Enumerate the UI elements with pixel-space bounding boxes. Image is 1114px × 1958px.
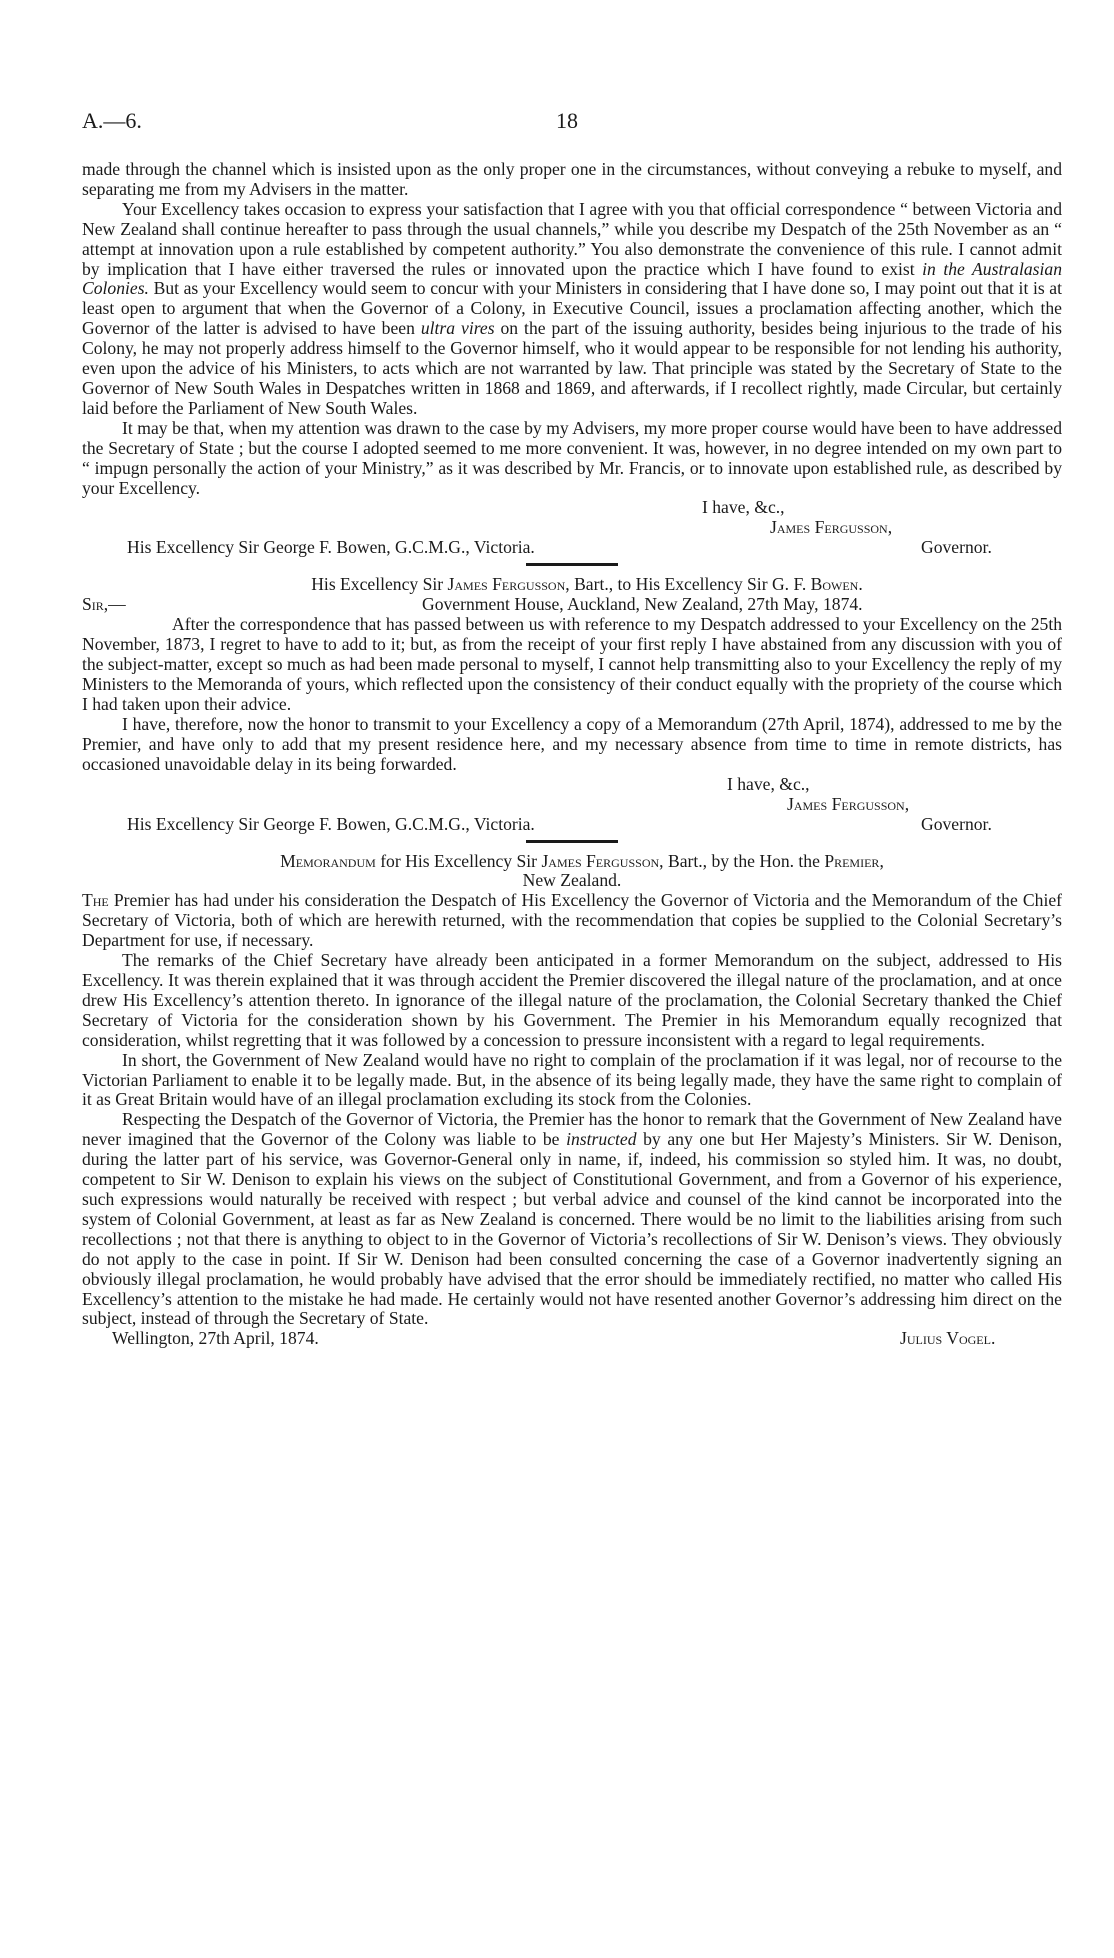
section-divider (526, 840, 618, 843)
paragraph: The Premier has had under his consideration the Despatch of His Excellency the Governor of Victoria and the Memorandum of the Chief Secretary of Victoria, both of which are herewith returned, with the recommendation that copies be supplied to the Colonial Secretary’s Department for use, if necessary. (82, 890, 1062, 951)
addressee-line (82, 815, 1062, 835)
closing-line (82, 775, 1062, 795)
letter-heading: His Excellency Sir James Fergusson, Bart., to His Excellency Sir G. F. Bowen. (311, 574, 863, 595)
paragraph: After the correspondence that has passed between us with reference to my Despatch addressed to your Excellency on the 25th November, 1873, I regret to have to add to it; but, as from the receipt of your first reply I have abstained from any discussion with you of the subject-matter, except so much as had been made personal to myself, I cannot help transmitting also to your Excellency the reply of my Ministers to the Memoranda of yours, which reflected upon the consistency of their conduct equally with the propriety of the course which I had taken upon their advice. (82, 614, 1062, 714)
memorandum-heading-line2: New Zealand. (522, 870, 622, 891)
paragraph: It may be that, when my attention was drawn to the case by my Advisers, my more proper course would have been to have addressed the Secretary of State ; but the course I adopted seemed to me more convenient. It was, however, in no degree intended on my own part to “ impugn personally the action of your Ministry,” as it was described by Mr. Francis, or to innovate upon established rule, as described by your Excellency. (82, 417, 1062, 498)
memorandum-footer (82, 1329, 1062, 1349)
salutation-line (82, 595, 1062, 615)
document-code: A.—6. (82, 108, 142, 133)
page-number: 18 (556, 108, 578, 133)
document-body (82, 160, 1062, 1349)
addressee: His Excellency Sir George F. Bowen, G.C.M.G., Victoria. (127, 813, 535, 834)
salutation: Sir,— (82, 594, 126, 615)
paragraph: made through the channel which is insisted upon as the only proper one in the circumstances, without conveying a rebuke to myself, and separating me from my Advisers in the matter. (82, 159, 1062, 199)
paragraph: Your Excellency takes occasion to express your satisfaction that I agree with you that official correspondence “ between Victoria and New Zealand shall continue hereafter to pass through the usual channels,” while you describe my Despatch of the 25th November as an “ attempt at innovation upon a rule established by competent authority.” You also demonstrate the convenience of this rule. I cannot admit by implication that I have either traversed the rules or innovated upon the practice which I have found to exist in the Australasian Colonies. But as your Excellency would seem to concur with your Ministers in considering that I have done so, I may point out that it is at least open to argument that when the Governor of a Colony, in Executive Council, issues a proclamation affecting another, which the Governor of the latter is advised to have been ultra vires on the part of the issuing authority, besides being injurious to the trade of his Colony, he may not properly address himself to the Governor himself, who it would appear to be responsible for not lending his authority, even upon the advice of his Ministers, to acts which are not warranted by law. That principle was stated by the Secretary of State to the Governor of New South Wales in Despatches written in 1868 and 1869, and afterwards, if I recollect rightly, made Circular, but certainly laid before the Parliament of New South Wales. (82, 198, 1062, 418)
page-header (82, 108, 1032, 138)
signer-title: Governor. (921, 537, 992, 558)
paragraph: In short, the Government of New Zealand would have no right to complain of the proclamation if it was legal, nor of recourse to the Victorian Parliament to enable it to be legally made. But, in the absence of its being legally made, they have the same right to complain of it as Great Britain would have of an illegal proclamation excluding its stock from the Colonies. (82, 1049, 1062, 1110)
signature-line (82, 518, 1062, 538)
closing: I have, &c., (702, 497, 785, 518)
signer-title: Governor. (921, 813, 992, 834)
signer: James Fergusson, (787, 793, 910, 814)
place-date: Wellington, 27th April, 1874. (112, 1328, 319, 1349)
signer: Julius Vogel. (900, 1328, 996, 1349)
paragraph: I have, therefore, now the honor to transmit to your Excellency a copy of a Memorandum (27th April, 1874), addressed to me by the Premier, and have only to add that my present residence here, and my necessary absence from time to time in remote districts, has occasioned unavoidable delay in its being forwarded. (82, 713, 1062, 774)
signer: James Fergusson, (770, 517, 893, 538)
place-date: Government House, Auckland, New Zealand, 27th May, 1874. (422, 594, 863, 615)
closing: I have, &c., (727, 773, 810, 794)
memorandum-heading: Memorandum for His Excellency Sir James Fergusson, Bart., by the Hon. the Premier, (280, 850, 884, 871)
addressee-line (82, 538, 1062, 558)
paragraph: The remarks of the Chief Secretary have already been anticipated in a former Memorandum on the subject, addressed to His Excellency. It was therein explained that it was through accident the Premier discovered the illegal nature of the proclamation, and at once drew His Excellency’s attention thereto. In ignorance of the illegal nature of the proclamation, the Colonial Secretary thanked the Chief Secretary of Victoria for the consideration shown by his Government. The Premier in his Memorandum equally recognized that consideration, whilst regretting that it was followed by a concession to pressure inconsistent with a regard to legal requirements. (82, 950, 1062, 1050)
section-divider (526, 563, 618, 566)
signature-line (82, 795, 1062, 815)
paragraph: Respecting the Despatch of the Governor of Victoria, the Premier has the honor to remark that the Government of New Zealand have never imagined that the Governor of the Colony was liable to be instructed by any one but Her Majesty’s Ministers. Sir W. Denison, during the latter part of his service, was Governor-General only in name, if, indeed, his commission so styled him. It was, no doubt, competent to Sir W. Denison to explain his views on the subject of Constitutional Government, and from a Governor of his experience, such expressions would naturally be received with respect ; but verbal advice and counsel of the kind cannot be incorporated into the system of Colonial Government, at least as far as New Zealand is concerned. There would be no limit to the liabilities arising from such recollections ; not that there is anything to object to in the Governor of Victoria’s recollections of Sir W. Denison’s views. They obviously do not apply to the case in point. If Sir W. Denison had been consulted concerning the case of a Governor inadvertently signing an obviously illegal proclamation, he would probably have advised that the error should be immediately rectified, no matter who called His Excellency’s attention to the mistake he had made. He certainly would not have resented another Governor’s addressing him direct on the subject, instead of through the Secretary of State. (82, 1109, 1062, 1329)
closing-line (82, 498, 1062, 518)
addressee: His Excellency Sir George F. Bowen, G.C.M.G., Victoria. (127, 537, 535, 558)
